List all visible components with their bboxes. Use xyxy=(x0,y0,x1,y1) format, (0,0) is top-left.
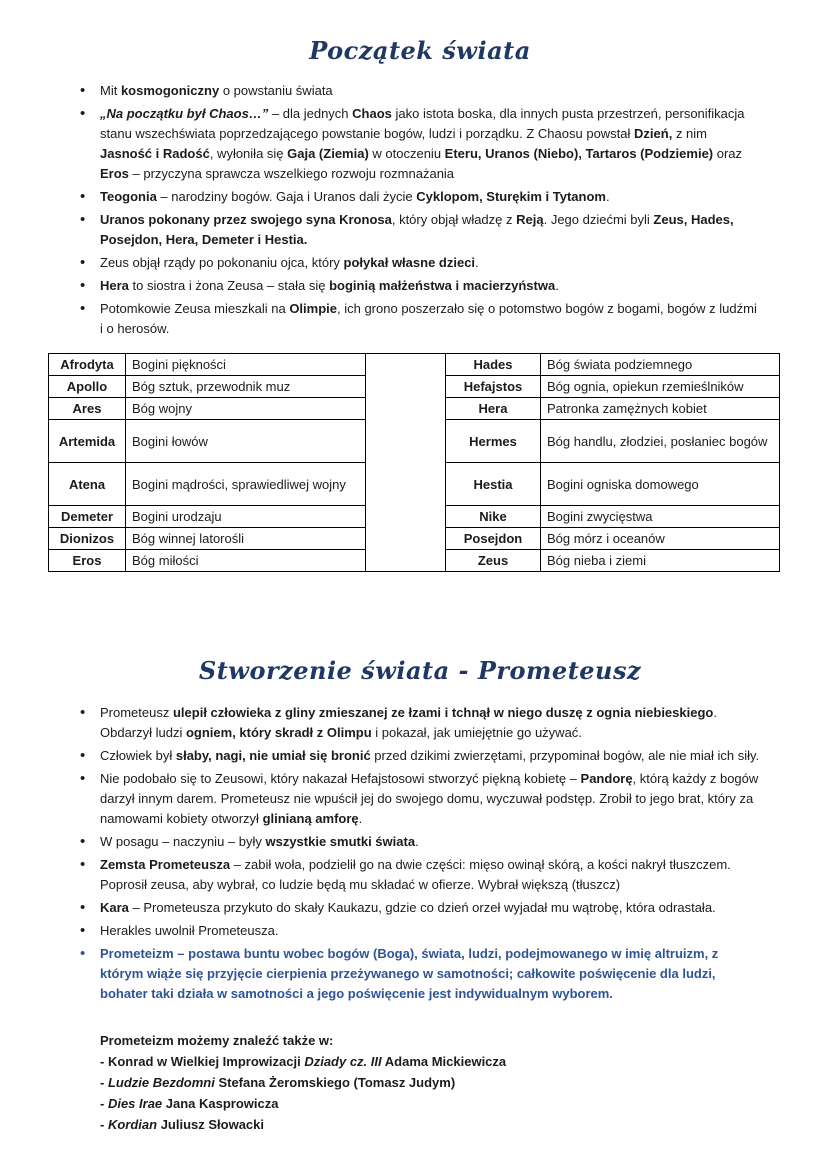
table-spacer-cell xyxy=(366,354,446,572)
table-row xyxy=(49,354,780,376)
god-name-cell: Zeus xyxy=(446,550,541,572)
example-line xyxy=(100,1114,792,1135)
god-desc-cell: Bogini mądrości, sprawiedliwej wojny xyxy=(126,463,366,506)
text-segment: Adama Mickiewicza xyxy=(381,1054,507,1069)
god-name-cell: Eros xyxy=(49,550,126,572)
text-segment: . xyxy=(415,834,419,849)
god-name-cell: Demeter xyxy=(49,506,126,528)
text-segment: Prometeusz xyxy=(100,705,173,720)
text-segment: Kordian xyxy=(107,1117,158,1132)
text-segment: , który objął władzę z xyxy=(391,212,517,227)
section-title-stworzenie-swiata: Stworzenie świata - Prometeusz xyxy=(198,656,642,685)
example-line xyxy=(100,1072,792,1093)
text-segment: Jana Kasprowicza xyxy=(162,1096,279,1111)
text-segment: Pandorę xyxy=(580,771,633,786)
text-segment: . xyxy=(475,255,479,270)
text-segment: – narodziny bogów. Gaja i Uranos dali życie xyxy=(156,189,417,204)
bullet-item xyxy=(78,898,760,918)
god-desc-cell: Bóg winnej latorośli xyxy=(126,528,366,550)
god-name-cell: Posejdon xyxy=(446,528,541,550)
text-segment: jako istota boska, dla innych pusta przestrzeń, personifikacja stanu wszechświata poprzedzającego powstanie bogów, ludzi i porządku. Z Chaosu powstał xyxy=(100,106,745,141)
god-name-cell: Ares xyxy=(49,398,126,420)
text-segment: Hera xyxy=(100,278,129,293)
text-segment: z nim xyxy=(672,126,707,141)
god-name-cell: Apollo xyxy=(49,376,126,398)
text-segment: Eros xyxy=(100,166,129,181)
bullet-item xyxy=(78,832,760,852)
god-name-cell: Afrodyta xyxy=(49,354,126,376)
god-desc-cell: Bogini łowów xyxy=(126,420,366,463)
bullet-item xyxy=(78,703,760,743)
bullet-item xyxy=(78,81,760,101)
text-segment: – zabił woła, podzielił go na dwie części: mięso owinął skórą, a kości nakrył tłuszczem. Poprosił zeusa, aby wybrał, co ludzie będą mu składać w ofierze. Wybrał większą (tłuszcz) xyxy=(100,857,731,892)
god-desc-cell: Bogini urodzaju xyxy=(126,506,366,528)
god-name-cell: Nike xyxy=(446,506,541,528)
text-segment: Herakles uwolnił Prometeusza. xyxy=(100,923,279,938)
text-segment: – dla jednych xyxy=(268,106,353,121)
god-name-cell: Hestia xyxy=(446,463,541,506)
god-desc-cell: Bóg miłości xyxy=(126,550,366,572)
bullet-item xyxy=(78,921,760,941)
text-segment: , którą każdy z bogów darzył innym darem. Prometeusz nie wpuścił jej do swojego domu, wyczuwał podstęp. Zrobił to jego brat, który za namowami kobiety otworzył xyxy=(100,771,759,826)
text-segment: . Obdarzył ludzi xyxy=(100,705,717,740)
bullet-item xyxy=(78,746,760,766)
god-desc-cell: Bóg świata podziemnego xyxy=(541,354,780,376)
text-segment: Prometeizm możemy znaleźć także w: xyxy=(100,1033,334,1048)
text-segment: – przyczyna sprawcza wszelkiego rozwoju rozmnażania xyxy=(128,166,455,181)
text-segment: Jasność i Radość xyxy=(100,146,210,161)
bullet-item xyxy=(78,253,760,273)
text-segment: „Na początku był Chaos…” xyxy=(100,106,269,121)
text-segment: w otoczeniu xyxy=(368,146,445,161)
section-stworzenie-swiata xyxy=(48,656,792,1135)
text-segment: Cyklopom, Sturękim i Tytanom xyxy=(416,189,606,204)
gods-table xyxy=(48,353,780,572)
god-desc-cell: Bogini ogniska domowego xyxy=(541,463,780,506)
text-segment: , ich grono poszerzało się o potomstwo bogów z bogami, bogów z ludźmi i o herosów. xyxy=(100,301,757,336)
god-desc-cell: Bóg ognia, opiekun rzemieślników xyxy=(541,376,780,398)
text-segment: Stefana Żeromskiego (Tomasz Judym) xyxy=(214,1075,456,1090)
god-name-cell: Artemida xyxy=(49,420,126,463)
god-name-cell: Hermes xyxy=(446,420,541,463)
bullet-item xyxy=(78,299,760,339)
god-name-cell: Hades xyxy=(446,354,541,376)
text-segment: przed dzikimi zwierzętami, przypominał bogów, ale nie miał ich siły. xyxy=(370,748,760,763)
text-segment: - xyxy=(100,1075,108,1090)
text-segment: . xyxy=(358,811,363,826)
bullet-item xyxy=(78,769,760,829)
text-segment: wszystkie smutki świata xyxy=(265,834,416,849)
god-desc-cell: Bóg handlu, złodziei, posłaniec bogów xyxy=(541,420,780,463)
text-segment: to siostra i żona Zeusa – stała się xyxy=(128,278,330,293)
text-segment: . xyxy=(555,278,559,293)
text-segment: Potomkowie Zeusa mieszkali na xyxy=(100,301,290,316)
text-segment: oraz xyxy=(713,146,743,161)
text-segment: Juliusz Słowacki xyxy=(157,1117,265,1132)
god-desc-cell: Bogini piękności xyxy=(126,354,366,376)
god-name-cell: Dionizos xyxy=(49,528,126,550)
god-desc-cell: Bóg sztuk, przewodnik muz xyxy=(126,376,366,398)
text-segment: słaby, nagi, nie umiał się bronić xyxy=(175,748,371,763)
god-desc-cell: Bóg mórz i oceanów xyxy=(541,528,780,550)
bullet-item xyxy=(78,210,760,250)
god-desc-cell: Bóg nieba i ziemi xyxy=(541,550,780,572)
bullet-item xyxy=(78,855,760,895)
text-segment: kosmogoniczny xyxy=(120,83,220,98)
god-desc-cell: Bogini zwycięstwa xyxy=(541,506,780,528)
examples-heading xyxy=(100,1030,792,1051)
text-segment: Chaos xyxy=(352,106,392,121)
bullet-item xyxy=(78,187,760,207)
text-segment: boginią małżeństwa i macierzyństwa xyxy=(329,278,556,293)
text-segment: glinianą amforę xyxy=(262,811,359,826)
god-name-cell: Hefajstos xyxy=(446,376,541,398)
text-segment: Zemsta Prometeusza xyxy=(100,857,231,872)
text-segment: Kara xyxy=(100,900,129,915)
example-line xyxy=(100,1093,792,1114)
text-segment: Mit xyxy=(100,83,121,98)
bullet-list-prometheus xyxy=(48,703,792,1004)
text-segment: Dziady cz. III xyxy=(304,1054,382,1069)
text-segment: - Konrad w Wielkiej Improwizacji xyxy=(100,1054,305,1069)
text-segment: o powstaniu świata xyxy=(219,83,333,98)
text-segment: – Prometeusza przykuto do skały Kaukazu, gdzie co dzień orzeł wyjadał mu wątrobę, która odrastała. xyxy=(128,900,716,915)
prometheism-examples xyxy=(100,1030,792,1135)
bullet-item-prometeizm-definition xyxy=(78,944,760,1004)
text-segment: ulepił człowieka z gliny zmieszanej ze łzami i tchnął w niego duszę z ognia niebieskiego xyxy=(172,705,714,720)
text-segment: Uranos pokonany przez swojego syna Kronosa xyxy=(100,212,392,227)
text-segment: Prometeizm – postawa buntu wobec bogów (Boga), świata, ludzi, podejmowanego w imię altruizm, z którym wiąże się przyjęcie cierpienia przeżywanego w samotności; całkowite poświęcenie dla ludzi, bohater taki działa w samotności a jego poświęcenie jest indywidualnym wyborem. xyxy=(100,946,719,1001)
bullet-item xyxy=(78,276,760,296)
text-segment: Ludzie Bezdomni xyxy=(107,1075,215,1090)
example-line xyxy=(100,1051,792,1072)
text-segment: . xyxy=(605,189,610,204)
bullet-item xyxy=(78,104,760,184)
section-title-poczatek-swiata: Początek świata xyxy=(309,36,531,65)
god-desc-cell: Bóg wojny xyxy=(126,398,366,420)
text-segment: Nie podobało się to Zeusowi, który nakazał Hefajstosowi stworzyć piękną kobietę – xyxy=(100,771,581,786)
text-segment: Gaja (Ziemia) xyxy=(287,146,369,161)
text-segment: , wyłoniła się xyxy=(209,146,288,161)
text-segment: i pokazał, jak umiejętnie go używać. xyxy=(371,725,582,740)
text-segment: Dies Irae xyxy=(107,1096,163,1111)
text-segment: - xyxy=(100,1096,108,1111)
text-segment: połykał własne dzieci xyxy=(343,255,476,270)
god-name-cell: Atena xyxy=(49,463,126,506)
text-segment: Zeus objął rządy po pokonaniu ojca, który xyxy=(100,255,344,270)
text-segment: W posagu – naczyniu – były xyxy=(100,834,266,849)
text-segment: ogniem, który skradł z Olimpu xyxy=(185,725,372,740)
text-segment: Dzień, xyxy=(634,126,673,141)
text-segment: . Jego dziećmi byli xyxy=(543,212,654,227)
text-segment: Eteru, Uranos (Niebo), Tartaros (Podziemie) xyxy=(444,146,714,161)
text-segment: Olimpie xyxy=(289,301,337,316)
text-segment: Teogonia xyxy=(100,189,157,204)
text-segment: Reją xyxy=(516,212,544,227)
section-poczatek-swiata xyxy=(48,36,792,572)
text-segment: - xyxy=(100,1117,108,1132)
text-segment: Człowiek był xyxy=(100,748,176,763)
bullet-list-cosmogony xyxy=(48,81,792,339)
god-name-cell: Hera xyxy=(446,398,541,420)
god-desc-cell: Patronka zamężnych kobiet xyxy=(541,398,780,420)
text-segment: Zeus, Hades, Posejdon, Hera, Demeter i Hestia. xyxy=(100,212,734,247)
gods-table-body xyxy=(49,354,780,572)
